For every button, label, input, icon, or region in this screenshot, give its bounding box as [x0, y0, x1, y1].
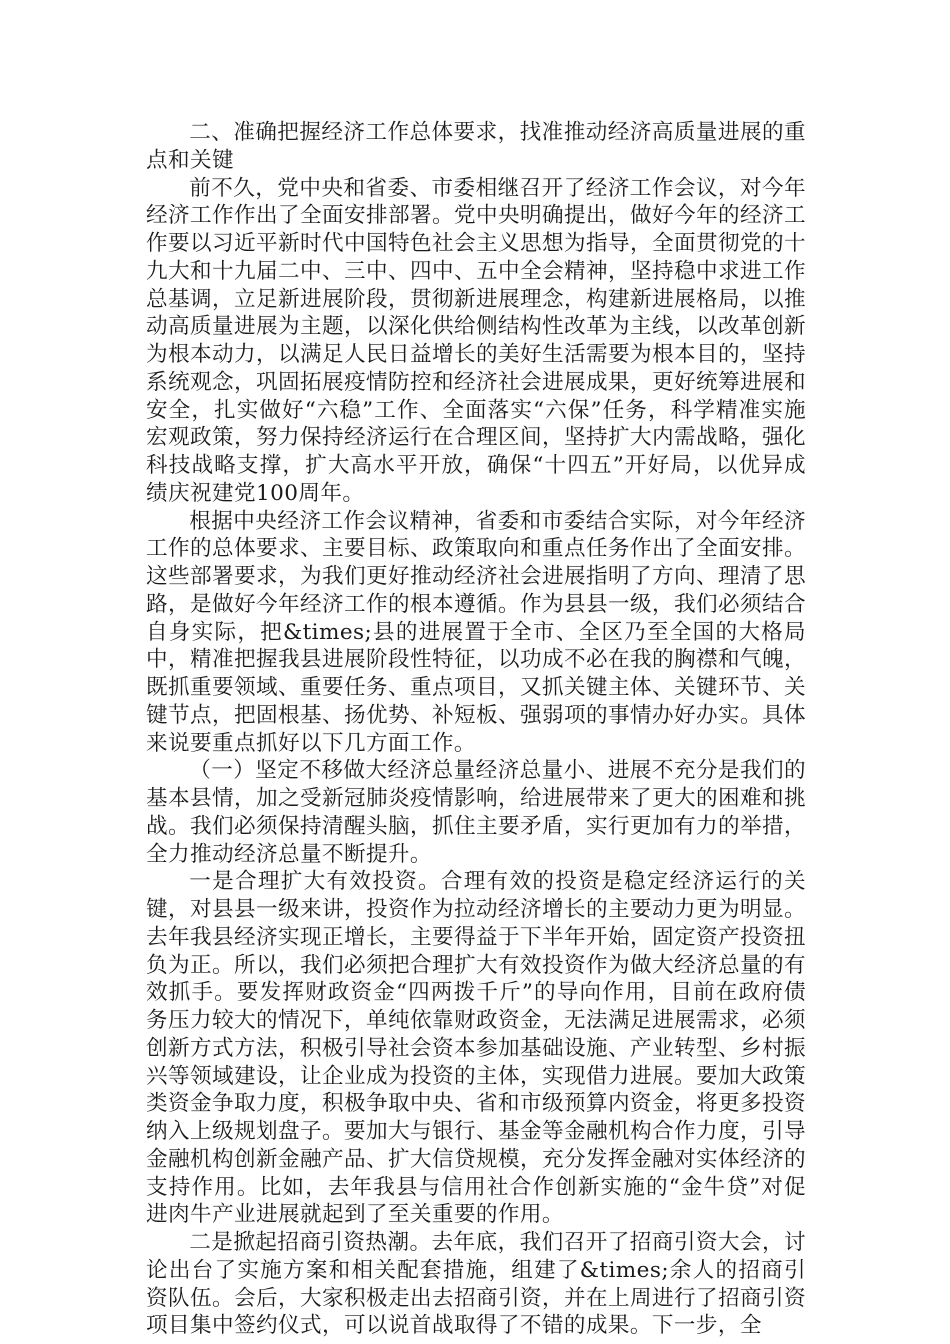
section-heading: 二、准确把握经济工作总体要求，找准推动经济高质量进展的重点和关键 — [146, 120, 806, 173]
paragraph: 一是合理扩大有效投资。合理有效的投资是稳定经济运行的关键，对县县一级来讲，投资作为拉动经济增长的主要动力更为明显。去年我县经济实现正增长，主要得益于下半年开始，固定资产投资扭负为正。所以，我们必须把合理扩大有效投资作为做大经济总量的有效抓手。要发挥财政资金“四两拨千斤”的导向作用，目前在政府债务压力较大的情况下，单纯依靠财政资金，无法满足进展需求，必须创新方式方法，积极引导社会资本参加基础设施、产业转型、乡村振兴等领域建设，让企业成为投资的主体，实现借力进展。要加大政策类资金争取力度，积极争取中央、省和市级预算内资金，将更多投资纳入上级规划盘子。要加大与银行、基金等金融机构合作力度，引导金融机构创新金融产品、扩大信贷规模，充分发挥金融对实体经济的支持作用。比如，去年我县与信用社合作创新实施的“金牛贷”对促进肉牛产业进展就起到了至关重要的作用。 — [146, 869, 806, 1228]
paragraph: （一）坚定不移做大经济总量经济总量小、进展不充分是我们的基本县情，加之受新冠肺炎疫情影响，给进展带来了更大的困难和挑战。我们必须保持清醒头脑，抓住主要矛盾，实行更加有力的举措，全力推动经济总量不断提升。 — [146, 758, 806, 867]
paragraph: 根据中央经济工作会议精神，省委和市委结合实际，对今年经济工作的总体要求、主要目标、政策取向和重点任务作出了全面安排。这些部署要求，为我们更好推动经济社会进展指明了方向、理清了思路，是做好今年经济工作的根本遵循。作为县县一级，我们必须结合自身实际，把&times;县的进展置于全市、全区乃至全国的大格局中，精准把握我县进展阶段性特征，以功成不必在我的胸襟和气魄，既抓重要领域、重要任务、重点项目，又抓关键主体、关键环节、关键节点，把固根基、扬优势、补短板、强弱项的事情办好办实。具体来说要重点抓好以下几方面工作。 — [146, 508, 806, 756]
paragraph: 前不久，党中央和省委、市委相继召开了经济工作会议，对今年经济工作作出了全面安排部署。党中央明确提出，做好今年的经济工作要以习近平新时代中国特色社会主义思想为指导，全面贯彻党的十九大和十九届二中、三中、四中、五中全会精神，坚持稳中求进工作总基调，立足新进展阶段，贯彻新进展理念，构建新进展格局，以推动高质量进展为主题，以深化供给侧结构性改革为主线，以改革创新为根本动力，以满足人民日益增长的美好生活需要为根本目的，坚持系统观念，巩固拓展疫情防控和经济社会进展成果，更好统筹进展和安全，扎实做好“六稳”工作、全面落实“六保”任务，科学精准实施宏观政策，努力保持经济运行在合理区间，坚持扩大内需战略，强化科技战略支撑，扩大高水平开放，确保“十四五”开好局，以优异成绩庆祝建党100周年。 — [146, 175, 806, 506]
document-body — [146, 119, 806, 1340]
paragraph: 二是掀起招商引资热潮。去年底，我们召开了招商引资大会，讨论出台了实施方案和相关配套措施，组建了&times;余人的招商引资队伍。会后，大家积极走出去招商引资，并在上周进行了招商引资项目集中签约仪式，可以说首战取得了不错的成果。下一步，全 — [146, 1230, 806, 1339]
